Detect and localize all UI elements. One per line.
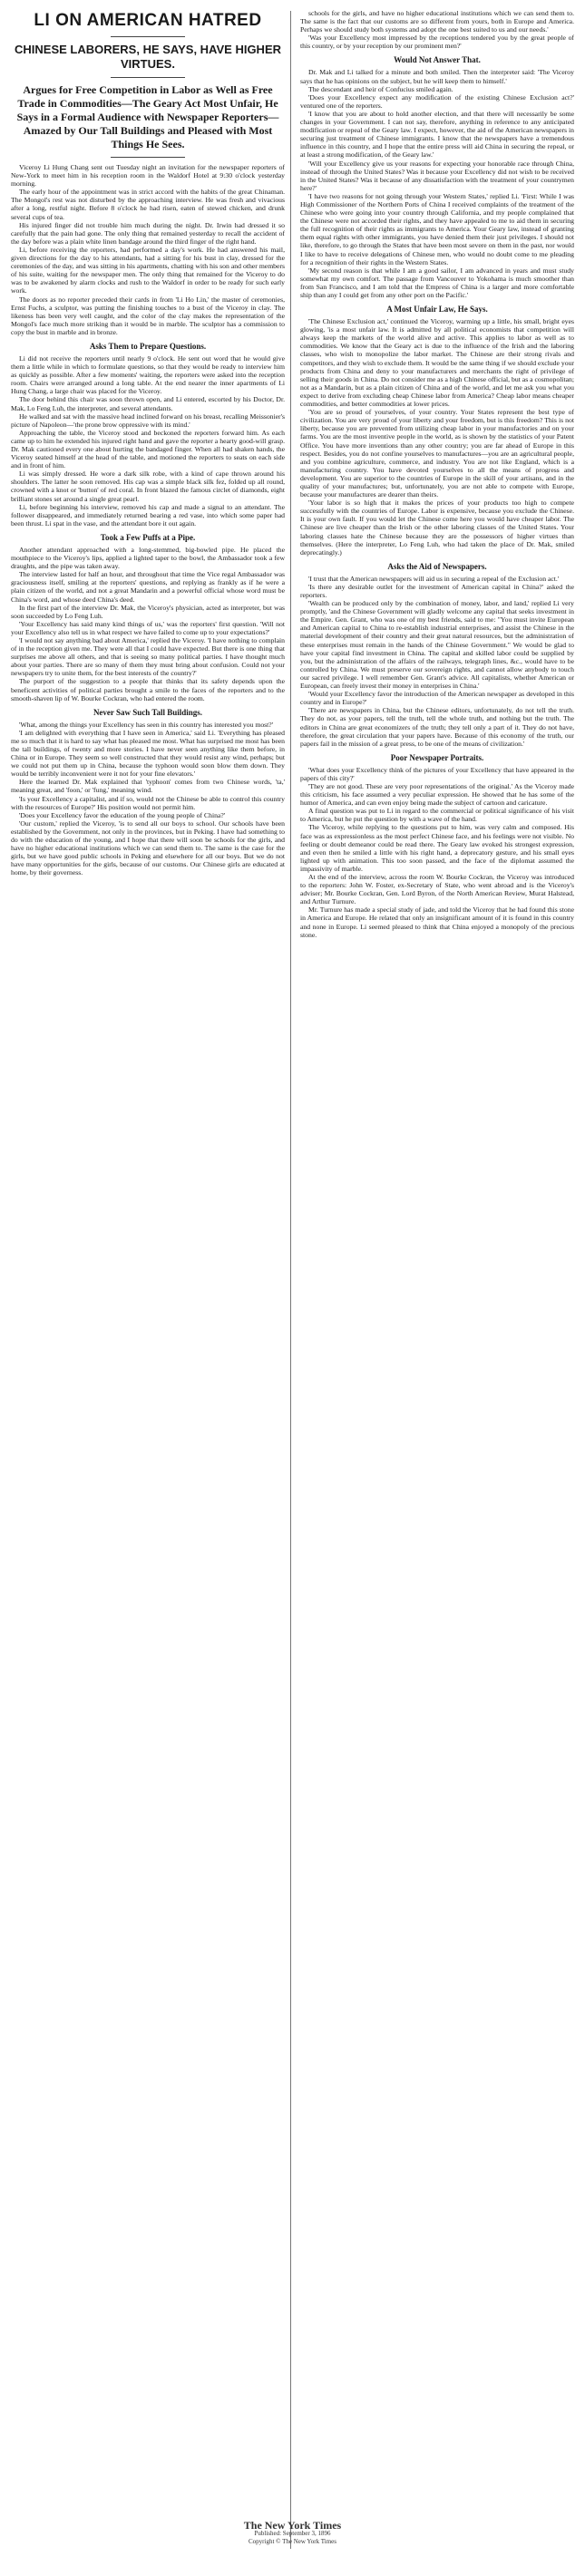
paragraph: schools for the girls, and have no higher educational institutions which we can send them to. The same is the fact that our customs are so different from yours, both in Europe and America. Perhaps we should study both systems and adopt the one best suited to us and our needs.' [300, 9, 574, 34]
subhead: Poor Newspaper Portraits. [390, 752, 484, 762]
paragraph: 'The Chinese Exclusion act,' continued the Viceroy, warming up a little, his small, bright eyes glowing, 'is a most unfair law. It is admitted by all political economists that competition will always keep the markets of the world alive and active. This applies to labor as well as to commodities. We know that the Geary act is due to the influence of the Irish and the laboring classes, who wish to monopolize the labor market. The Chinese are their strong rivals and competitors, and they wish to exclude them. It would be the same thing if we should exclude your products from China and deny to your manufacturers and merchants the right of privilege of selling their goods in China. Do not consider me as a high Chinese official, but as a cosmopolitan; not as a Mandarin, but as a plain citizen of China and of the world, and let me ask you what you expect to derive from excluding cheap Chinese labor from America? Cheap labor means cheaper commodities, and better commodities at lower prices. [300, 317, 574, 409]
left-column [11, 9, 285, 877]
rule [111, 157, 185, 158]
paragraph: Viceroy Li Hung Chang sent out Tuesday night an invitation for the newspaper reporters of New-York to meet him in his reception room in the Waldorf Hotel at 9:30 o'clock yesterday morning. [11, 163, 285, 189]
paragraph: In the first part of the interview Dr. Mak, the Viceroy's physician, acted as interpreter, but was soon succeeded by Lo Feng Luh. [11, 603, 285, 620]
subhead: Took a Few Puffs at a Pipe. [100, 532, 196, 542]
paragraph: Li did not receive the reporters until nearly 9 o'clock. He sent out word that he would give them a little while in which to formulate questions, so that they would be ready to interview him as quickly as possible. After a few moments' waiting, the reporters were asked into the reception room. Chairs were arranged around a long table. At the end nearer the inner apartments of Li Hung Chang, a large chair was placed for the Viceroy. [11, 353, 285, 396]
paragraph: The purport of the suggestion to a people that thinks that its safety depends upon the beneficent activities of political parties brought a smile to the faces of the reporters and to the smooth-shaven lip of W. Bourke Cockran, who had entered the room. [11, 677, 285, 702]
paragraph: 'There are newspapers in China, but the Chinese editors, unfortunately, do not tell the truth. They do not, as your papers, tell the truth, tell the whole truth, and nothing but the truth. The editors in China are great economizers of the truth; they tell only a part of it. They do not have, therefore, the great circulation that your papers have. Because of this economy of the truth, our papers fail in the mission of a great press, to be one of the means of civilization.' [300, 706, 574, 748]
subhead: Would Not Answer That. [394, 55, 481, 65]
column-divider [290, 11, 291, 2549]
nyt-logo: The New York Times [243, 2519, 342, 2532]
headline: LI ON AMERICAN HATRED [34, 11, 262, 30]
intro-body [11, 163, 285, 336]
paragraph: 'What, among the things your Excellency has seen in this country has interested you most?' [19, 720, 274, 729]
paragraph: Dr. Mak and Li talked for a minute and both smiled. Then the interpreter said: 'The Viceroy says that he has opinions on the subject, but he will keep them to himself.' [300, 68, 574, 85]
paragraph: 'What does your Excellency think of the pictures of your Excellency that have appeared in the papers of this city?' [300, 765, 574, 782]
paragraph: 'Was your Excellency most impressed by the receptions tendered you by the great people of this country, or by your reception by our prominent men?' [300, 34, 574, 51]
page-footer [0, 2519, 585, 2546]
section-body [300, 68, 574, 299]
paragraph: 'My second reason is that while I am a good sailor, I am advanced in years and must study somewhat my own comfort. The passage from Vancouver to Yokohama is much smoother than from San Francisco, and I am told that the Empress of China is a larger and more comfortable ship than any I could get from any other port on the Pacific.' [300, 266, 574, 299]
paragraph: 'I am delighted with everything that I have seen in America,' said Li. 'Everything has pleased me so much that it is hard to say what has pleased me most. What has surprised me most has been the tall buildings, of twenty and more stories. I have never seen anything like them before, in China or in Europe. They seem so well constructed that they would resist any wind, perhaps; but we could not put them up in China, because the typhoon would soon blow them down. They would be terribly inconvenient were it not for your fine elevators.' [11, 728, 285, 779]
section-body [11, 546, 285, 702]
deck-primary: CHINESE LABORERS, HE SAYS, HAVE HIGHER VIRTUES. [15, 43, 281, 71]
subhead: Never Saw Such Tall Buildings. [93, 707, 203, 717]
copyright: Copyright © The New York Times [249, 2538, 336, 2545]
subhead: Asks Them to Prepare Questions. [89, 341, 207, 351]
paragraph: 'Your labor is so high that it makes the prices of your products too high to compete successfully with the countries of Europe. Labor is expensive, because you exclude the Chinese. It is your own fault. If you would let the Chinese come here you would have cheaper labor. The Chinese are live cheaper than the Irish or the other laboring classes of the United States. Your laboring classes hate the Chinese because they are the possessors of higher virtues than themselves. (Here the interpreter, Lo Feng Luh, who had taken the place of Dr. Mak, smiled deprecatingly.) [300, 499, 574, 557]
paragraph: 'Will your Excellency give us your reasons for expecting your honorable race through China, instead of through the United States? Was it because your Excellency did not wish to be received in the United States? Was it because of any dissatisfaction with the treatment of your countrymen here?' [300, 159, 574, 192]
paragraph: He walked and sat with the massive head inclined forward on his breast, recalling Meissonier's picture of Napoleon—'the prone brow oppressive with its mind.' [11, 412, 285, 429]
paragraph: The descendant and heir of Confucius smiled again. [308, 84, 453, 93]
subhead: A Most Unfair Law, He Says. [386, 305, 488, 315]
paragraph: 'Does your Excellency favor the education of the young people of China?' [19, 810, 226, 819]
deck-secondary: Argues for Free Competition in Labor as Well as Free Trade in Commodities—The Geary Act Most Unfair, He Says in a Formal Audience with Newspaper Reporters—Amazed by Our Tall Buildings and Pleased with Most Things He Sees. [16, 83, 279, 150]
paragraph: Li was simply dressed. He wore a dark silk robe, with a kind of cape thrown around his shoulders. The latter he soon removed. His cap was a simple black silk fez, folded up all round, crowned with a knot or 'button' of red coral. In front blazed the famous circlet of diamonds, eight brilliant stones set around a single great pearl. [11, 470, 285, 503]
paragraph: 'Our custom,' replied the Viceroy, 'is to send all our boys to school. Our schools have been established by the Government, not only in the provinces, but in Peking. I have had something to do with the education of the young, and I hope that there will soon be schools for the girls, and have no higher educational institutions which we can send them to. The same is the case for the girls, but we have good public schools in Peking and elsewhere for all our boys. But we do not have many opportunities for the girls, because of our customs. Our Chinese girls are educated at home, by their governess. [11, 818, 285, 877]
paragraph: Li, before receiving the reporters, had performed a day's work. He had answered his mail, given directions for the day to his attendants, had a sitting for his bust in clay, dressed for the ceremonies of the day, and was sitting in his apartments, chatting with his son and other members of his suite, waiting for the newspaper men. The only thing that remained for the Viceroy to do was to be awakened by alarm clocks and rush to the Waldorf in order to be ready for such early work. [11, 245, 285, 295]
section-body [300, 575, 574, 748]
paragraph: Mr. Turnure has made a special study of jade, and told the Viceroy that he had found this stone in America and Europe. He related that only an insignificant amount of it is found in this country and none in Europe. Li seemed pleased to think that China enjoyed a monopoly of the precious stone. [300, 905, 574, 939]
paragraph: 'Wealth can be produced only by the combination of money, labor, and land,' replied Li very promptly, 'and the Chinese Government will gladly welcome any capital that seeks investment in the Empire. Gen. Grant, who was one of my best friends, said to me: "You must invite European and American capital to China to re-establish industrial enterprises, and assist the Chinese in the material development of their country and their great natural resources, but the administration of these enterprises must remain in the hands of the Chinese Government." We would be glad to have your capital find investment in China. The capital and skilled labor could be supplied by you, but the administration of the affairs of the railways, telegraph lines, &c., would have to be controlled by China. We must preserve our sovereign rights, and cannot allow anybody to touch our sacred privilege. I well remember Gen. Grant's advice. All capitalists, whether American or European, can freely invest their money in enterprises in China.' [300, 599, 574, 691]
section-body [300, 766, 574, 939]
rule [111, 36, 185, 37]
paragraph: 'I have two reasons for not going through your Western States,' replied Li. 'First: While I was High Commissioner of the Northern Ports of China I received complaints of the treatment of the Chinese who were going into your country through California, and my people complained that the Chinese were not accorded their rights, and they have appealed to me to aid them in securing the full recognition of their rights as immigrants to America. Your Geary law, instead of granting them equal rights with other immigrants, you have denied them their just privileges. I should not like, therefore, to go through the States that have been most severe on them in the past, nor would I like to have to receive delegations of Chinese men, who would no doubt come to me pleading for a recognition of their rights in the Western States. [300, 191, 574, 266]
paragraph: 'Your Excellency has said many kind things of us,' was the reporters' first question. 'Will not your Excellency also tell us in what respect we have failed to come up to your expectations?' [11, 619, 285, 636]
paragraph: 'Does your Excellency expect any modification of the existing Chinese Exclusion act?' ventured one of the reporters. [300, 92, 574, 110]
paragraph: 'You are so proud of yourselves, of your country. Your States represent the best type of civilization. You are very proud of your liberty and your freedom, but is this freedom? This is not liberty, because you are prevented from utilizing cheap labor in your manufactories and on your farms. You are the most inventive people in the world, as is shown by the statistics of your Patent Office. You have more inventions than any other country; you are far ahead of Europe in this respect. Besides, you do not confine yourselves to manufactures—you are an agricultural people, and you combine agriculture, commerce, and industry. You are not like England, which is a manufacturing country. You have devoted yourselves to all the means of progress and development. You are superior to the countries of Europe in the skill of your artisans, and in the quality of your manufactures; but, unfortunately, you are not able to compete with Europe, because your manufactures are dearer than theirs. [300, 408, 574, 499]
paragraph: At the end of the interview, across the room W. Bourke Cockran, the Viceroy was introduced to the reporters: John W. Foster, ex-Secretary of State, who went abroad and is the Viceroy's adviser; Mr. Bourke Cockran, Gen. Lord Byron, of the North American Review, Murat Halstead, and Arthur Turnure. [300, 873, 574, 906]
rule [111, 77, 185, 78]
paragraph: The door behind this chair was soon thrown open, and Li entered, escorted by his Doctor, Dr. Mak, Lo Feng Luh, the interpreter, and several attendants. [11, 395, 285, 412]
paragraph: Here the learned Dr. Mak explained that 'typhoon' comes from two Chinese words, 'ta,' meaning great, and 'foon,' or 'fung,' meaning wind. [11, 778, 285, 795]
paragraph: 'Is your Excellency a capitalist, and if so, would not the Chinese be able to control this country with the resources of Europe?' His position would not permit him. [11, 794, 285, 811]
paragraph: 'Would your Excellency favor the introduction of the American newspaper as developed in this country and in Europe?' [300, 690, 574, 707]
paragraph: The Viceroy, while replying to the questions put to him, was very calm and composed. His face was as expressionless as the most perfect Chinese face, and his feelings were not visible. No feeling or doubt demeanor could be read there. The Geary law evoked his strongest expression, and even then he smiled a little with his right hand, a deprecatory gesture, and his small eyes lighted up with animation. This too soon passed, and the face of the diplomat assumed the impassivity of marble. [300, 823, 574, 873]
paragraph: Another attendant approached with a long-stemmed, big-bowled pipe. He placed the mouthpiece to the Viceroy's lips, applied a lighted taper to the bowl, the Ambassador took a few draughts, and the pipe was taken away. [11, 545, 285, 571]
paragraph: 'I trust that the American newspapers will aid us in securing a repeal of the Exclusion act.' [308, 574, 560, 583]
paragraph: The interview lasted for half an hour, and throughout that time the Vice regal Ambassador was graciousness itself, smiling at the reporters' questions, and replying as frankly as if he were a plain citizen of the world, and not a great Mandarin and a powerful official whose word must be China's word, and whose deed China's deed. [11, 570, 285, 604]
section-body [300, 9, 574, 50]
paragraph: 'They are not good. These are very poor representations of the original.' As the Viceroy made this criticism, his face assumed a very peculiar expression. He showed that he has some of the humor of America, and can even enjoy being made the subject of cartoon and caricature. [300, 781, 574, 808]
paragraph: Approaching the table, the Viceroy stood and beckoned the reporters forward him. As each came up to him he extended his injured right hand and gave the reporter a hearty good-will grasp. Dr. Mak cautioned every one about hurting the bandaged finger. When all had shaken hands, the Viceroy seated himself at the head of the table, and motioned the reporters to seats on each side and in front of him. [11, 428, 285, 470]
subhead: Asks the Aid of Newspapers. [387, 561, 487, 571]
paragraph: A final question was put to Li in regard to the commercial or political significance of his visit to America, but he put the question by with a wave of the hand. [300, 807, 574, 824]
paragraph: His injured finger did not trouble him much during the night. Dr. Irwin had dressed it so carefully that the pain had gone. The only thing that remained yesterday to recall the accident of the day before was a plain white linen bandage around the third finger of the right hand. [11, 220, 285, 246]
section-body [11, 721, 285, 877]
paragraph: 'Is there any desirable outlet for the investment of American capital in China?' asked the reporters. [300, 582, 574, 599]
paragraph: The doors as no reporter preceded their cards in from 'Li Ho Lin,' the master of ceremonies, Ernst Fuchs, a sculptor, was putting the finishing touches to a bust of the Viceroy in clay. The likeness has been very well caught, and the color of the clay makes the representation of the Mongol's face much more striking than it would be in marble. The sculptor has a commission to copy the bust in marble and in bronze. [11, 295, 285, 336]
paragraph: 'I would not say anything bad about America,' replied the Viceroy. 'I have nothing to complain of in the reception given me. They were all that I could have expected. But there is one thing that surprises me above all others, and that is seeing so many political parties. I have thought much about your parties. There are so many of them they must bring about confusion. Could not your newspapers try to unite them, for the best interests of the country?' [11, 635, 285, 678]
paragraph: Li, before beginning his interview, removed his cap and made a signal to an attendant. The follower disappeared, and immediately returned bearing a red vase, into which some paper had been thrust. Li spat in the vase, and the attendant bore it out again. [11, 502, 285, 528]
published-date: Published: September 3, 1896 [254, 2530, 331, 2537]
paragraph: The early hour of the appointment was in strict accord with the habits of the great Chinaman. The Mongol's rest was not disturbed by the approaching interview. He was fresh and vivacious after a long, restful night. Before 8 o'clock he had risen, eaten of stewed chicken, and drunk several cups of tea. [11, 188, 285, 221]
paragraph: 'I know that you are about to hold another election, and that there will necessarily be some changes in your Government. I can not say, therefore, anything in reference to any anticipated modification or repeal of the Geary law. I expect, however, the aid of the American newspapers in securing just treatment of Chinese immigrants. I know that the newspapers have a tremendous influence in this country, and I hope that the entire press will aid China in securing the repeal, or at least a strong modification, of the Geary law.' [300, 109, 574, 160]
section-body [300, 317, 574, 557]
section-body [11, 354, 285, 528]
right-column [300, 9, 574, 939]
